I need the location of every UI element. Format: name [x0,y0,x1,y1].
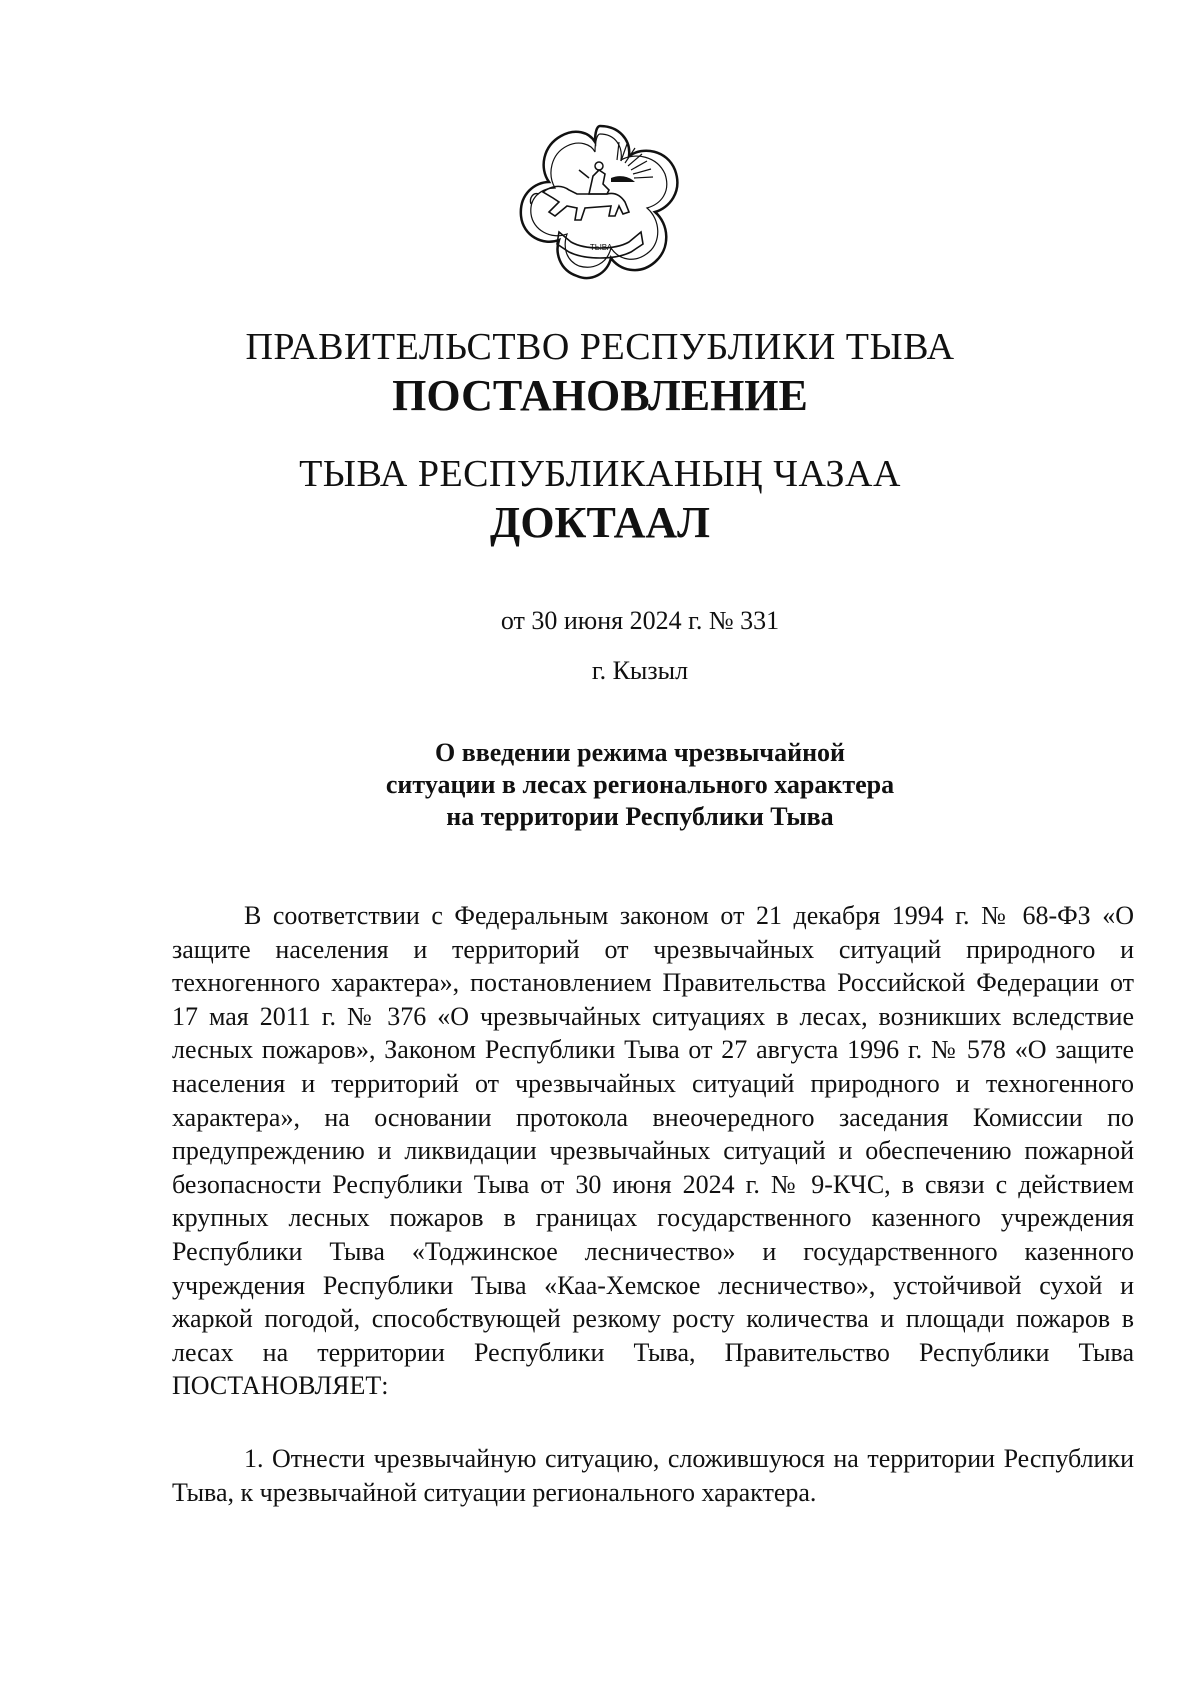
document-city: г. Кызыл [591,656,689,685]
clause-1-paragraph: 1. Отнести чрезвычайную ситуацию, сложившуюся на территории Республики Тыва, к чрезвычайной ситуации регионального характера. [172,1444,1134,1507]
coat-of-arms-emblem [515,120,685,285]
preamble-paragraph: В соответствии с Федеральным законом от 21 декабря 1994 г. № 68-ФЗ «О защите населения и территорий от чрезвычайных ситуаций природного и техногенного характера», постановлением Правительства Российской Федерации от 17 мая 2011 г. № 376 «О чрезвычайных ситуациях в лесах, возникших вследствие лесных пожаров», Законом Республики Тыва от 27 августа 1996 г. № 578 «О защите населения и территорий от чрезвычайных ситуаций природного и техногенного характера», на основании протокола внеочередного заседания Комиссии по предупреждению и ликвидации чрезвычайных ситуаций и обеспечению пожарной безопасности Республики Тыва от 30 июня 2024 г. № 9-КЧС, в связи с действием крупных лесных пожаров в границах государственного казенного учреждения Республики Тыва «Тоджинское лесничество» и государственного казенного учреждения Республики Тыва «Каа-Хемское лесничество», устойчивой сухой и жаркой погодой, способствующей резкому росту количества и площади пожаров в лесах на территории Республики Тыва, Правительство Республики Тыва ПОСТАНОВЛЯЕТ: [172,901,1134,1401]
emblem-ribbon-text: ТЫВА [589,243,613,252]
government-title-ru: ПРАВИТЕЛЬСТВО РЕСПУБЛИКИ ТЫВА [245,326,955,368]
document-type-ru: ПОСТАНОВЛЕНИЕ [392,371,808,420]
document-title [40,737,1200,833]
document-date-number: от 30 июня 2024 г. № 331 [500,606,780,635]
title-line: ситуации в лесах регионального характера [385,770,895,799]
document-type-tyv: ДОКТААЛ [490,498,710,547]
title-line: на территории Республики Тыва [446,802,834,831]
title-line: О введении режима чрезвычайной [434,738,846,767]
government-title-tyv: ТЫВА РЕСПУБЛИКАНЫҢ ЧАЗАА [299,453,901,495]
